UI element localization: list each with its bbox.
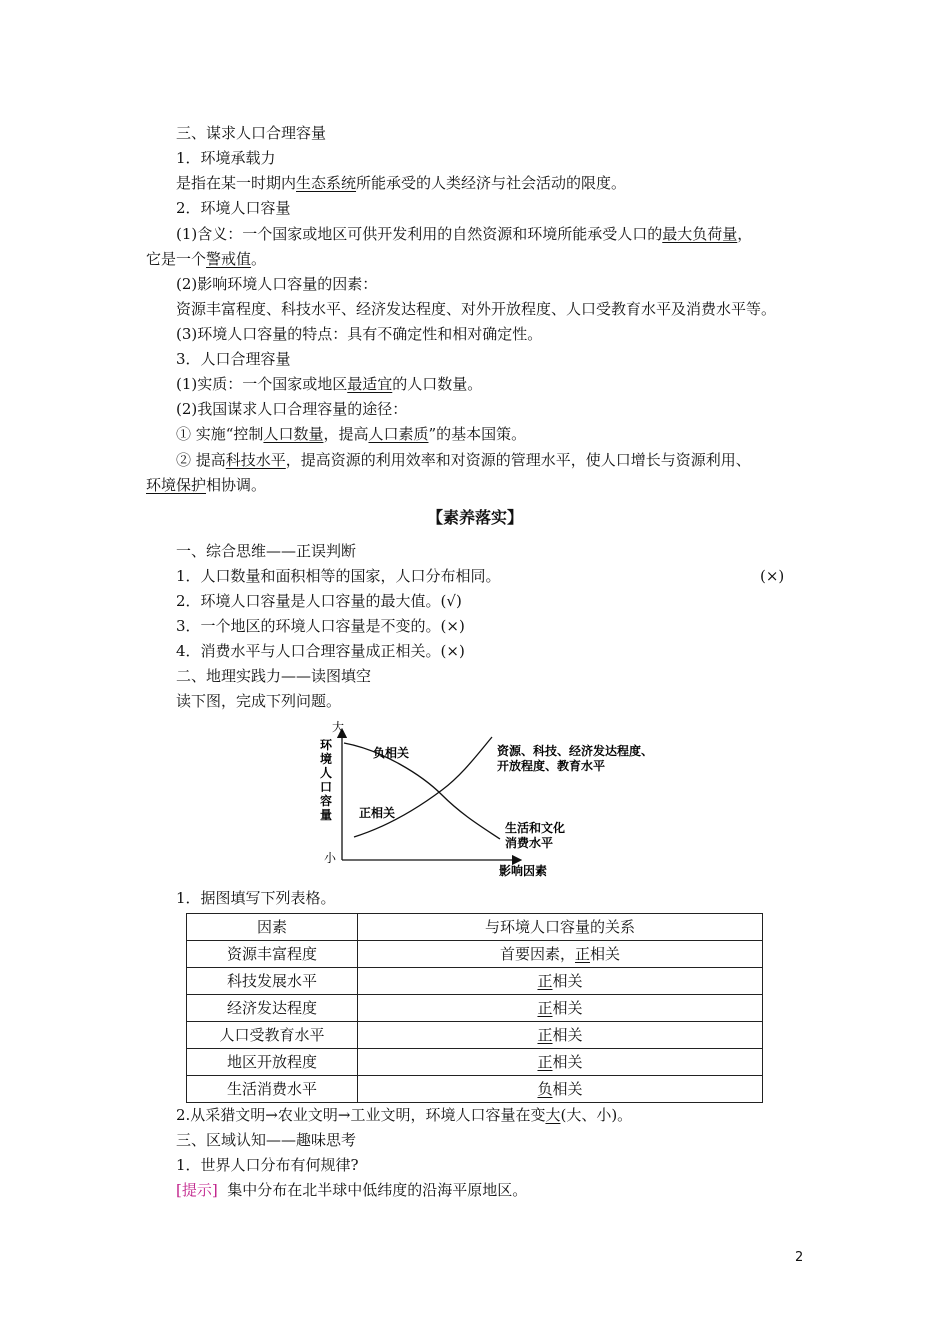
paragraph: (1)含义：一个国家或地区可供开发利用的自然资源和环境所能承受人口的最大负荷量，: [176, 225, 753, 243]
table-row: [187, 968, 763, 995]
table-header-cell: 因素: [187, 914, 358, 941]
table-row: [187, 941, 763, 968]
table-cell-factor: 地区开放程度: [187, 1049, 358, 1076]
upward-factors-label: 资源、科技、经济发达程度、: [497, 744, 654, 758]
table-row: [187, 1076, 763, 1103]
question: 2．环境人口容量是人口容量的最大值。(√): [176, 592, 462, 610]
downward-factors-label: 生活和文化: [505, 821, 566, 835]
table-cell-factor: 经济发达程度: [187, 995, 358, 1022]
question: 1．人口数量和面积相等的国家，人口分布相同。: [176, 567, 501, 585]
x-axis-title: 影响因素: [499, 864, 548, 878]
paragraph: (2)我国谋求人口合理容量的途径：: [176, 400, 408, 418]
underlined-answer: 人口数量: [263, 425, 324, 443]
underlined-answer: 最大负荷量: [662, 225, 738, 243]
table-cell-relation: 正相关: [358, 1022, 763, 1049]
question: 1．世界人口分布有何规律?: [176, 1156, 359, 1174]
table-cell-relation: 正相关: [358, 1049, 763, 1076]
section-heading: 三、区域认知——趣味思考: [176, 1131, 357, 1149]
paragraph: (2)影响环境人口容量的因素：: [176, 275, 378, 293]
table-row: [187, 995, 763, 1022]
y-axis-bottom-label: 小: [324, 851, 337, 865]
section-heading: 一、综合思维——正误判断: [176, 542, 357, 560]
svg-text:容: 容: [320, 794, 333, 808]
table-cell-relation: 首要因素，正相关: [358, 941, 763, 968]
y-axis-top-label: 大: [332, 720, 345, 734]
table-header-cell: 与环境人口容量的关系: [358, 914, 763, 941]
paragraph: ② 提高科技水平，提高资源的利用效率和对资源的管理水平，使人口增长与资源利用、: [176, 451, 751, 469]
table-cell-relation: 正相关: [358, 968, 763, 995]
paragraph: 它是一个警戒值。: [146, 250, 267, 268]
underlined-answer: 人口素质: [368, 425, 429, 443]
underlined-answer: 科技水平: [225, 451, 286, 469]
underlined-answer: 生态系统: [296, 174, 357, 192]
question: 2.从采猎文明→农业文明→工业文明，环境人口容量在变大(大、小)。: [176, 1106, 633, 1124]
paragraph: 资源丰富程度、科技水平、经济发达程度、对外开放程度、人口受教育水平及消费水平等。: [176, 300, 777, 318]
hint-tag: [提示]: [176, 1181, 218, 1199]
negative-correlation-curve: [344, 743, 500, 839]
section-heading: 三、谋求人口合理容量: [176, 124, 327, 142]
svg-text:环: 环: [320, 738, 333, 752]
positive-label: 正相关: [359, 806, 396, 820]
underlined-answer: 最适宜: [347, 375, 393, 393]
question: 4．消费水平与人口合理容量成正相关。(×): [176, 642, 465, 660]
factor-table: [186, 913, 763, 1103]
upward-factors-label-2: 开放程度、教育水平: [497, 759, 606, 773]
paragraph: (3)环境人口容量的特点：具有不确定性和相对确定性。: [176, 325, 543, 343]
question: 1．据图填写下列表格。: [176, 889, 336, 907]
table-row: [187, 1049, 763, 1076]
table-cell-factor: 人口受教育水平: [187, 1022, 358, 1049]
answer-mark: (×): [760, 567, 785, 585]
table-cell-factor: 科技发展水平: [187, 968, 358, 995]
subheading: 2．环境人口容量: [176, 199, 291, 217]
instruction: 读下图，完成下列问题。: [176, 692, 342, 710]
table-cell-relation: 正相关: [358, 995, 763, 1022]
hint: [提示] 集中分布在北半球中低纬度的沿海平原地区。: [176, 1181, 528, 1199]
table-cell-relation: 负相关: [358, 1076, 763, 1103]
table-cell-factor: 生活消费水平: [187, 1076, 358, 1103]
table-row: [187, 1022, 763, 1049]
paragraph: (1)实质：一个国家或地区最适宜的人口数量。: [176, 375, 483, 393]
paragraph: ① 实施“控制人口数量，提高人口素质”的基本国策。: [176, 425, 527, 443]
table-cell-factor: 资源丰富程度: [187, 941, 358, 968]
underlined-answer: 大: [545, 1106, 561, 1124]
underlined-answer: 警戒值: [206, 250, 252, 268]
subheading: 3．人口合理容量: [176, 350, 291, 368]
section-title: 【素养落实】: [426, 508, 523, 527]
paragraph: 是指在某一时期内生态系统所能承受的人类经济与社会活动的限度。: [176, 174, 627, 192]
negative-label: 负相关: [373, 746, 410, 760]
section-heading: 二、地理实践力——读图填空: [176, 667, 372, 685]
question: 3．一个地区的环境人口容量是不变的。(×): [176, 617, 465, 635]
page-number: 2: [795, 1250, 804, 1265]
svg-text:境: 境: [320, 752, 333, 766]
underlined-answer: 环境保护: [146, 476, 207, 494]
table-header-row: [187, 914, 763, 941]
y-axis-title: [320, 737, 333, 822]
svg-text:量: 量: [320, 808, 333, 822]
subheading: 1．环境承载力: [176, 149, 276, 167]
svg-text:人: 人: [320, 766, 333, 780]
relationship-diagram: [312, 715, 682, 880]
svg-text:口: 口: [320, 780, 333, 794]
downward-factors-label-2: 消费水平: [505, 836, 554, 850]
paragraph: 环境保护相协调。: [146, 476, 267, 494]
